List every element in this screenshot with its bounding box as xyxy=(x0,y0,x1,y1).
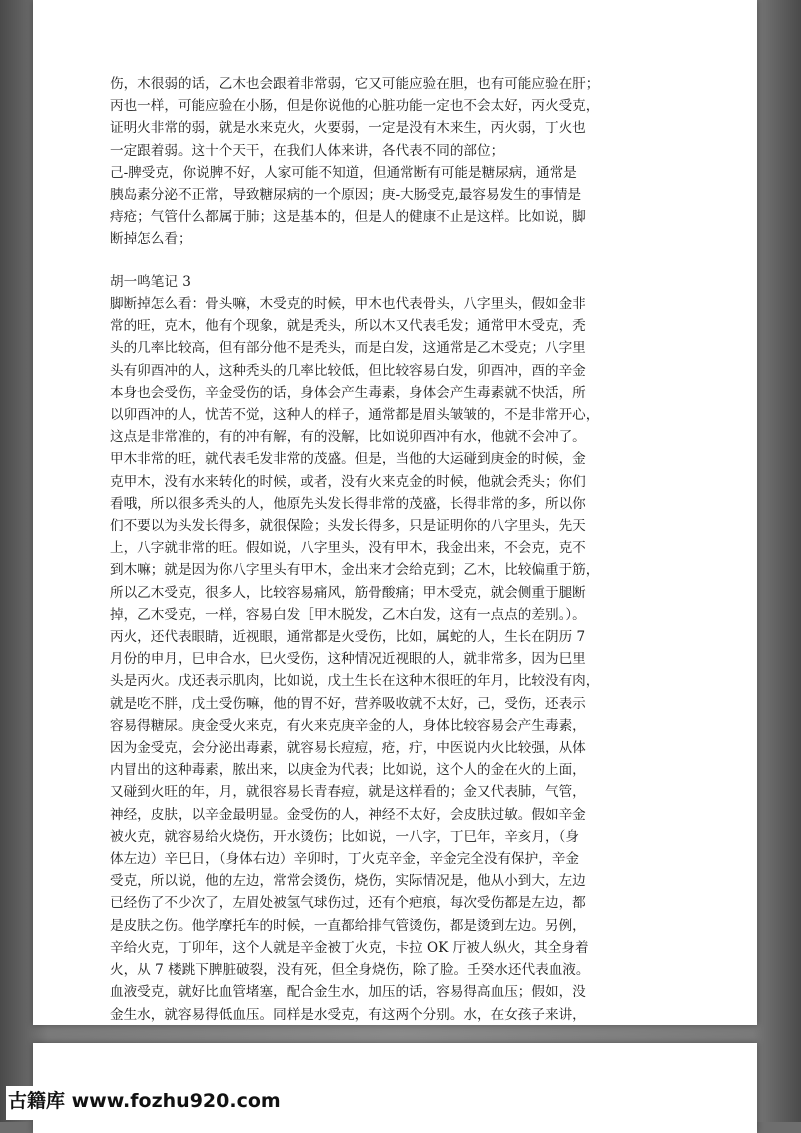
text-line: 己-脾受克，你说脾不好，人家可能不知道，但通常断有可能是糖尿病，通常是 xyxy=(110,164,577,181)
text-line: 这点是非常准的，有的冲有解，有的没解，比如说卯酉冲有水，他就不会冲了。 xyxy=(110,429,586,446)
text-line: 头有卯酉冲的人，这种秃头的几率比较低，但比较容易白发，卯酉冲，酉的辛金 xyxy=(110,362,586,379)
text-line: 上，八字就非常的旺。假如说，八字里头，没有甲木，我金出来，不会克，克不 xyxy=(110,540,586,557)
text-line: 丙也一样，可能应验在小肠，但是你说他的心脏功能一定也不会太好，丙火受克， xyxy=(110,98,600,115)
text-line: 就是吃不胖，戊土受伤嘛，他的胃不好，营养吸收就不太好，己，受伤，还表示 xyxy=(110,695,586,712)
text-line: 体左边）辛巳日，（身体右边）辛卯时，丁火克辛金，辛金完全没有保护，辛金 xyxy=(110,851,579,868)
text-line: 一定跟着弱。这十个天干，在我们人体来讲，各代表不同的部位； xyxy=(110,142,505,159)
text-line: 本身也会受伤，辛金受伤的话，身体会产生毒素，身体会产生毒素就不快活，所 xyxy=(110,384,586,401)
text-line: 火，从 7 楼跳下脾脏破裂，没有死，但全身烧伤，除了脸。壬癸水还代表血液。 xyxy=(110,962,590,979)
text-line: 因为金受克，会分泌出毒素，就容易长痘痘，疮，疔，中医说内火比较强，从体 xyxy=(110,740,586,757)
text-line: 月份的申月，巳申合水，巳火受伤，这种情况近视眼的人，就非常多，因为巳里 xyxy=(110,651,586,668)
text-line: 以卯酉冲的人，忧苦不觉，这种人的样子，通常都是眉头皱皱的，不是非常开心， xyxy=(110,407,600,424)
section-heading: 胡一鸣笔记 3 xyxy=(110,274,191,290)
text-line: 证明火非常的弱，就是水来克火，火要弱，一定是没有木来生，丙火弱，丁火也 xyxy=(110,120,586,137)
text-line: 是皮肤之伤。他学摩托车的时候，一直都给排气管烫伤，都是烫到左边。另例， xyxy=(110,917,586,934)
text-line: 头是丙火。戊还表示肌肉，比如说，戊土生长在这种木很旺的年月，比较没有肉， xyxy=(110,673,600,690)
site-watermark: 古籍库 www.fozhu920.com xyxy=(6,1086,285,1120)
text-line: 头的几率比较高，但有部分他不是秃头，而是白发，这通常是乙木受克；八字里 xyxy=(110,340,586,357)
text-line: 掉，乙木受克，一样，容易白发［甲木脱发，乙木白发，这有一点点的差别。）。 xyxy=(110,606,586,623)
text-line: 容易得糖尿。庚金受火来克，有火来克庚辛金的人，身体比较容易会产生毒素， xyxy=(110,717,586,734)
text-line: 辛给火克，丁卯年，这个人就是辛金被丁火克，卡拉 OK 厅被人纵火，其全身着 xyxy=(110,939,589,956)
text-line: 受克，所以说，他的左边，常常会烫伤，烧伤，实际情况是，他从小到大，左边 xyxy=(110,873,586,890)
text-line: 神经，皮肤，以辛金最明显。金受伤的人，神经不太好，会皮肤过敏。假如辛金 xyxy=(110,806,586,823)
text-line: 胰岛素分泌不正常，导致糖尿病的一个原因；庚-大肠受克,最容易发生的事情是 xyxy=(110,187,582,204)
text-line: 断掉怎么看； xyxy=(110,231,192,248)
text-line: 脚断掉怎么看：骨头嘛，木受克的时候，甲木也代表骨头，八字里头，假如金非 xyxy=(110,296,586,312)
text-line: 常的旺，克木，他有个现象，就是秃头，所以木又代表毛发；通常甲木受克，秃 xyxy=(110,318,586,335)
text-line: 伤，木很弱的话，乙木也会跟着非常弱，它又可能应验在胆，也有可能应验在肝； xyxy=(110,76,600,92)
text-line: 到木嘛；就是因为你八字里头有甲木，金出来才会给克到；乙木，比较偏重于筋， xyxy=(110,562,600,579)
text-line: 所以乙木受克，很多人，比较容易痛风，筋骨酸痛；甲木受克，就会侧重于腿断 xyxy=(110,584,586,601)
text-line: 丙火，还代表眼睛，近视眼，通常都是火受伤，比如，属蛇的人，生长在阴历 7 xyxy=(110,629,586,646)
text-line: 血液受克，就好比血管堵塞，配合金生水，加压的话，容易得高血压；假如，没 xyxy=(110,984,586,1001)
paragraph-block-1 xyxy=(110,73,655,251)
text-line: 痔疮；气管什么都属于肺；这是基本的，但是人的健康不止是这样。比如说，脚 xyxy=(110,209,586,226)
text-line: 内冒出的这种毒素，脓出来，以庚金为代表；比如说，这个人的金在火的上面， xyxy=(110,762,586,779)
text-line: 金生水，就容易得低血压。同样是水受克，有这两个分别。水，在女孩子来讲， xyxy=(110,1006,586,1023)
text-line: 克甲木，没有水来转化的时候，或者，没有火来克金的时候，他就会秃头；你们 xyxy=(110,473,586,490)
paragraph-block-2 xyxy=(110,293,655,1026)
text-line: 甲木非常的旺，就代表毛发非常的茂盛。但是，当他的大运碰到庚金的时候，金 xyxy=(110,451,586,468)
text-line: 被火克，就容易给火烧伤，开水烫伤；比如说，一八字，丁巳年，辛亥月，（身 xyxy=(110,828,579,845)
text-line: 又碰到火旺的年，月，就很容易长青春痘，就是这样看的；金又代表肺，气管， xyxy=(110,784,586,801)
text-line: 已经伤了不少次了，左眉处被氢气球伤过，还有个疤痕，每次受伤都是左边，都 xyxy=(110,895,586,912)
text-line: 们不要以为头发长得多，就很保险；头发长得多，只是证明你的八字里头，先天 xyxy=(110,518,586,535)
text-line: 看哦，所以很多秃头的人，他原先头发长得非常的茂盛，长得非常的多，所以你 xyxy=(110,495,586,512)
